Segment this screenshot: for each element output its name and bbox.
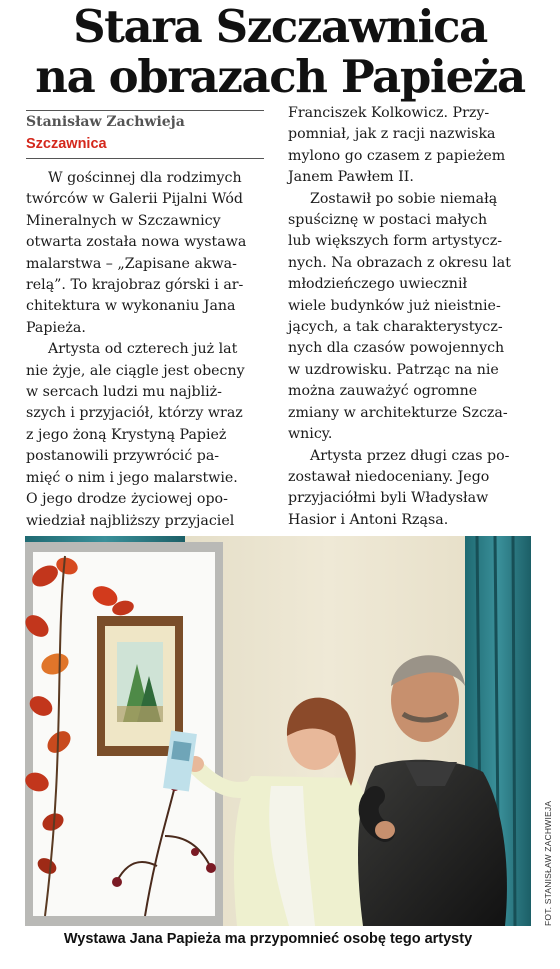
author-name: Stanisław Zachwieja [26,114,185,130]
paragraph: Artysta od czterech już lat nie żyje, ale ciągle jest obecny w sercach ludzi mu najbliż- szych i przyjaciół, którzy wraz z jego żoną Krystyną Papież postanowili przywrócić pa- mięć o nim i jego malarstwie. O jego drodze życiowej opo- wiedział najbliższy przyjaciel [26,341,245,529]
paragraph: Zostawił po sobie niemałą spuściznę w postaci małych lub większych form artystycz- nych. Na obrazach z okresu lat młodzieńczego uwiecznił wiele budynków już nieistnie- jących, a tak charakterystycz- nych dla czasów powojennych w uzdrowisku. Patrząc na nie można zauważyć ogromne zmiany w architekturze Szcza- wnicy. [288,190,511,443]
headline-line-2: na obrazach Papieża [35,50,525,103]
article-column-left [26,168,266,532]
headline [0,2,560,102]
paragraph: W gościnnej dla rodzimych twórców w Galerii Pijalni Wód Mineralnych w Szczawnicy otwarta została nowa wystawa malarstwa – „Zapisane akwa- relą”. To krajobraz górski i ar- chitektura w wykonaniu Jana Papieża. [26,170,247,336]
byline-bottom-rule [26,158,264,159]
byline-top-rule [26,110,264,111]
article-column-right [288,103,526,531]
photo-credit: FOT. STANISŁAW ZACHWIEJA [543,800,553,926]
paragraph: Artysta przez długi czas po- zostawał niedoceniany. Jego przyjaciółmi byli Władysław Hasior i Antoni Rząsa. [288,447,510,528]
exhibition-photo [25,536,531,926]
photo-caption: Wystawa Jana Papieża ma przypomnieć osobę tego artysty [63,931,473,947]
photo-illustration [25,536,531,926]
location-label: Szczawnica [26,136,107,152]
paragraph: Franciszek Kolkowicz. Przy- pomniał, jak z racji nazwiska mylono go czasem z papieżem Janem Pawłem II. [288,105,506,186]
headline-line-1: Stara Szczawnica [73,0,487,53]
